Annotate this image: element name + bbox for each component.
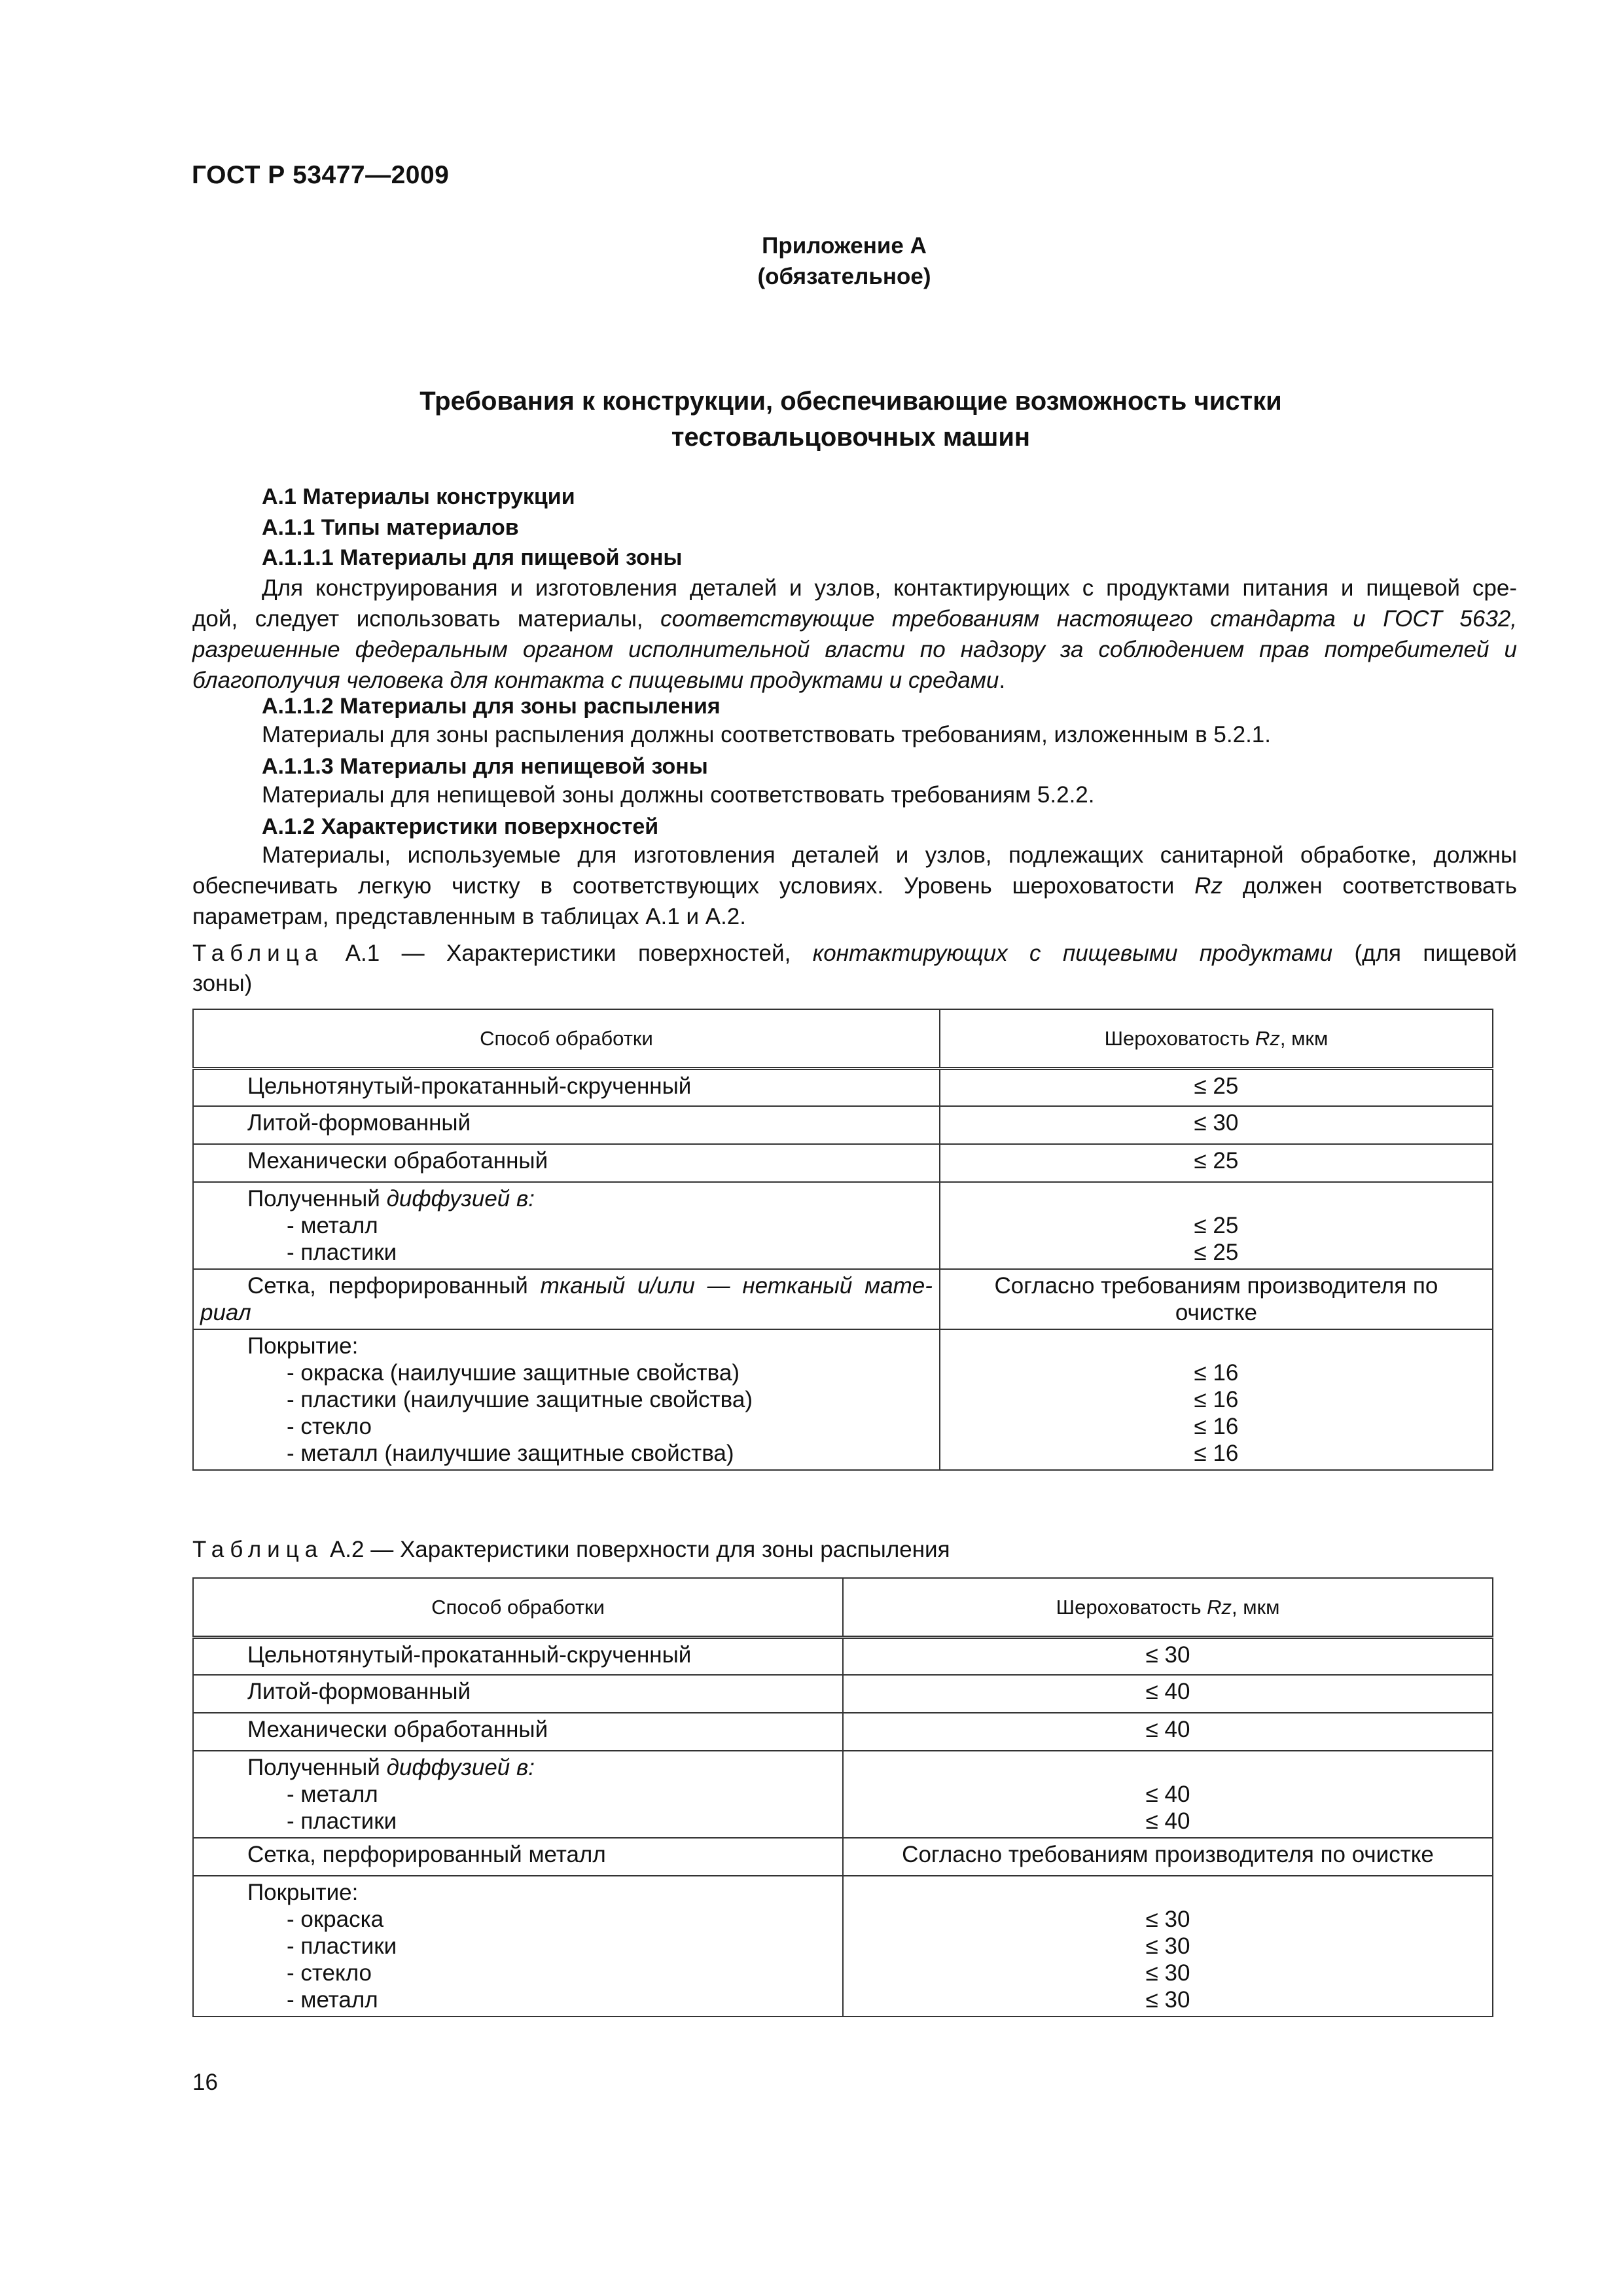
value-line: ≤ 16 [1194,1441,1239,1466]
method-subitem: - пластики [287,1933,397,1959]
header-text: Шероховатость [1056,1595,1207,1619]
caption-line [192,939,1517,969]
method-cell [193,1751,843,1838]
header-italic-text: Rz [1207,1595,1232,1619]
value-cell [940,1182,1493,1269]
paragraph-italic-text: благополучия человека для контакта с пищевыми продуктами и средами [192,668,999,693]
table-row [193,1876,1493,2017]
header-text: Шероховатость [1104,1026,1255,1050]
paragraph-line: разрешенные федеральным органом исполнительной власти по надзору за соблюдением прав потребителей и [192,637,1517,662]
method-line [200,1272,933,1299]
table-row [193,1675,1493,1713]
table-a1 [192,1009,1493,1471]
method-subitem: - металл [287,1213,378,1238]
column-header-method: Способ обработки [193,1578,843,1637]
value-line: ≤ 30 [1145,1960,1190,1986]
method-cell [193,1269,940,1329]
annex-title: Приложение А [762,233,927,259]
column-header-roughness [940,1009,1493,1068]
paragraph-line [192,603,1517,634]
method-subitem: - металл [287,1987,378,2013]
method-subitem: - окраска (наилучшие защитные свойства) [287,1360,740,1386]
value-cell: ≤ 25 [940,1144,1493,1182]
caption-label: Таблица [192,941,324,966]
method-subitem: - пластики [287,1240,397,1265]
table-a2 [192,1577,1493,2017]
section-a11-heading: А.1.1 Типы материалов [262,515,519,540]
table-row [193,1838,1493,1876]
header-italic-text: Rz [1255,1026,1280,1050]
method-cell [193,1329,940,1470]
header-text: , мкм [1231,1595,1280,1619]
table-row [193,1637,1493,1675]
method-subitem: - стекло [287,1960,372,1986]
paragraph-text: дой, следует использовать материалы, [192,606,661,632]
section-a1-heading: А.1 Материалы конструкции [262,484,575,509]
method-cell: Цельнотянутый-прокатанный-скрученный [193,1068,940,1106]
value-line: ≤ 16 [1194,1414,1239,1439]
value-cell: ≤ 40 [843,1675,1493,1713]
paragraph-line: параметрам, представленным в таблицах А.1 и А.2. [192,904,746,929]
section-a12-paragraph [192,840,1517,932]
value-cell [843,1876,1493,2017]
value-cell: ≤ 25 [940,1068,1493,1106]
value-line: Согласно требованиям производителя по [994,1273,1438,1299]
method-text: Полученный [247,1755,387,1780]
method-text: Полученный [247,1186,387,1211]
value-line: ≤ 40 [1145,1782,1190,1807]
value-line: ≤ 25 [1194,1240,1239,1265]
value-line: ≤ 16 [1194,1360,1239,1386]
section-a111-paragraph [192,573,1517,696]
annex-main-title [327,384,1374,456]
column-header-roughness [843,1578,1493,1637]
title-line-2: тестовальцовочных машин [671,423,1031,452]
table-row [193,1751,1493,1838]
value-line: ≤ 16 [1194,1387,1239,1412]
section-a112-heading: А.1.1.2 Материалы для зоны распыления [262,694,721,719]
method-text: Сетка, перфорированный [247,1273,541,1299]
header-text: , мкм [1279,1026,1329,1050]
value-line: ≤ 30 [1145,1987,1190,2013]
value-line: ≤ 40 [1145,1808,1190,1834]
method-italic-text: диффузией в: [386,1755,535,1780]
method-cell: Цельнотянутый-прокатанный-скрученный [193,1637,843,1675]
paragraph-italic-text: Rz [1194,873,1222,899]
method-cell: Механически обработанный [193,1713,843,1751]
table-header-row [193,1009,1493,1068]
section-a111-heading: А.1.1.1 Материалы для пищевой зоны [262,545,683,570]
paragraph-text: должен соответствовать [1222,873,1518,899]
value-cell [940,1329,1493,1470]
value-line: ≤ 30 [1145,1933,1190,1959]
method-cell: Литой-формованный [193,1675,843,1713]
paragraph-text: обеспечивать легкую чистку в соответствующих условиях. Уровень шероховатости [192,873,1195,899]
value-cell [843,1751,1493,1838]
table-row [193,1329,1493,1470]
value-cell: Согласно требованиям производителя по очистке [843,1838,1493,1876]
document-code: ГОСТ Р 53477—2009 [192,161,450,189]
title-line-1: Требования к конструкции, обеспечивающие возможность чистки [419,387,1282,416]
paragraph-italic-text: соответствующие требованиям настоящего стандарта и ГОСТ 5632, [660,606,1517,632]
method-text: Покрытие: [247,1333,359,1359]
caption-text: А.1 — Характеристики поверхностей, [323,941,813,966]
method-subitem: - окраска [287,1907,384,1932]
method-line: риал [200,1300,251,1325]
method-italic-text: диффузией в: [386,1186,535,1211]
value-line: очистке [1175,1300,1258,1325]
section-a12-heading: А.1.2 Характеристики поверхностей [262,814,659,839]
table-a2-caption [192,1535,950,1565]
method-cell: Сетка, перфорированный металл [193,1838,843,1876]
paragraph-line: Для конструирования и изготовления деталей и узлов, контактирующих с продуктами питания и пищевой сре- [262,575,1517,601]
method-cell: Механически обработанный [193,1144,940,1182]
method-text: Покрытие: [247,1880,359,1905]
caption-label: Таблица [192,1537,324,1562]
paragraph-line: Материалы, используемые для изготовления деталей и узлов, подлежащих санитарной обработке, должны [262,842,1517,868]
caption-italic-text: контактирующих с пищевыми продуктами [812,941,1333,966]
paragraph-text: . [999,668,1006,693]
page-number: 16 [192,2070,218,2095]
method-subitem: - стекло [287,1414,372,1439]
table-a1-caption [192,939,1517,999]
table-row [193,1068,1493,1106]
annex-status: (обязательное) [757,264,931,289]
caption-line: зоны) [192,971,253,996]
method-subitem: - металл (наилучшие защитные свойства) [287,1441,734,1466]
table-row [193,1713,1493,1751]
method-subitem: - пластики (наилучшие защитные свойства) [287,1387,753,1412]
method-italic-text: тканый и/или — нетканый мате- [540,1273,933,1299]
caption-text: А.2 — Характеристики поверхности для зоны распыления [323,1537,950,1562]
method-subitem: - пластики [287,1808,397,1834]
value-cell [940,1269,1493,1329]
value-line: ≤ 25 [1194,1213,1239,1238]
annex-heading [720,230,969,292]
section-a113-heading: А.1.1.3 Материалы для непищевой зоны [262,754,708,779]
value-cell: ≤ 30 [940,1106,1493,1144]
value-line: ≤ 30 [1145,1907,1190,1932]
method-cell [193,1182,940,1269]
caption-text: (для пищевой [1332,941,1517,966]
table-row [193,1182,1493,1269]
column-header-method: Способ обработки [193,1009,940,1068]
table-header-row [193,1578,1493,1637]
table-row [193,1269,1493,1329]
method-cell: Литой-формованный [193,1106,940,1144]
method-subitem: - металл [287,1782,378,1807]
section-a113-text: Материалы для непищевой зоны должны соответствовать требованиям 5.2.2. [262,782,1095,808]
method-cell [193,1876,843,2017]
section-a112-text: Материалы для зоны распыления должны соответствовать требованиям, изложенным в 5.2.1. [262,722,1271,747]
value-cell: ≤ 40 [843,1713,1493,1751]
value-cell: ≤ 30 [843,1637,1493,1675]
table-row [193,1106,1493,1144]
paragraph-line [192,665,1517,696]
paragraph-line [192,870,1517,901]
table-row [193,1144,1493,1182]
